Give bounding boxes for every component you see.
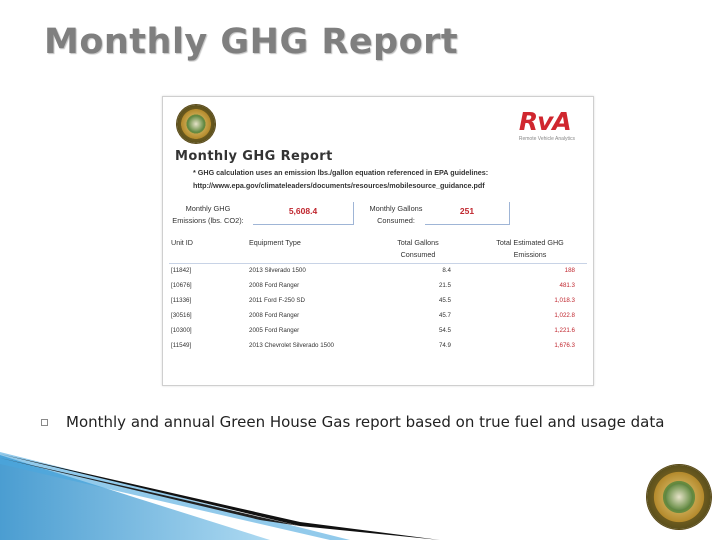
cell-unit-id: [10676] <box>171 282 192 289</box>
ghg-summary-label <box>163 203 253 227</box>
cell-unit-id: [11549] <box>171 342 192 349</box>
column-header-total-gallons <box>383 237 453 261</box>
table-row <box>163 325 593 340</box>
column-header-unit-id: Unit ID <box>171 238 193 247</box>
gallons-summary-label-line2: Consumed: <box>377 216 415 225</box>
cell-equipment-type: 2013 Chevrolet Silverado 1500 <box>249 342 334 349</box>
ghg-summary-label-line1: Monthly GHG <box>185 204 231 213</box>
cell-gallons: 8.4 <box>442 267 451 274</box>
report-link[interactable]: http://www.epa.gov/climateleaders/documents/resources/mobilesource_guidance.pdf <box>193 181 485 190</box>
report-note: * GHG calculation uses an emission lbs./gallon equation referenced in EPA guidelines: <box>193 168 489 177</box>
cell-gallons: 45.7 <box>438 312 451 319</box>
gallons-summary-label-line1: Monthly Gallons <box>369 204 423 213</box>
table-row <box>163 310 593 325</box>
column-header-total-ghg <box>485 237 575 261</box>
cell-equipment-type: 2008 Ford Ranger <box>249 282 300 289</box>
cell-gallons: 54.5 <box>438 327 451 334</box>
column-header-total-gallons-line1: Total Gallons <box>397 238 439 247</box>
ghg-summary-value: 5,608.4 <box>253 202 354 225</box>
cell-unit-id: [11336] <box>171 297 192 304</box>
slide-description: Monthly and annual Green House Gas report based on true fuel and usage data <box>66 413 665 431</box>
cell-emissions: 1,221.6 <box>554 327 575 334</box>
rva-logo-subtitle: Remote Vehicle Analytics <box>518 136 575 142</box>
column-header-equipment-type: Equipment Type <box>249 238 301 247</box>
column-header-total-ghg-line1: Total Estimated GHG <box>496 238 564 247</box>
cell-emissions: 481.3 <box>559 282 575 289</box>
column-header-total-ghg-line2: Emissions <box>513 250 547 259</box>
table-row <box>163 280 593 295</box>
cell-gallons: 21.5 <box>438 282 451 289</box>
cell-unit-id: [11842] <box>171 267 192 274</box>
rva-logo <box>519 109 575 142</box>
column-header-total-gallons-line2: Consumed <box>400 250 436 259</box>
cell-unit-id: [10300] <box>171 327 192 334</box>
cell-equipment-type: 2013 Silverado 1500 <box>249 267 306 274</box>
decorative-swoosh <box>0 440 720 540</box>
cell-unit-id: [30516] <box>171 312 192 319</box>
report-screenshot <box>162 96 594 386</box>
table-row <box>163 340 593 355</box>
gallons-summary-value: 251 <box>425 202 510 225</box>
report-title: Monthly GHG Report <box>175 149 333 164</box>
ghg-summary-label-line2: Emissions (lbs. CO2): <box>172 216 244 225</box>
cell-gallons: 45.5 <box>438 297 451 304</box>
bullet-icon <box>41 419 48 426</box>
table-divider <box>169 263 587 264</box>
rva-logo-text: RvA <box>518 107 571 136</box>
cell-emissions: 1,676.3 <box>554 342 575 349</box>
table-row <box>163 265 593 280</box>
city-seal-icon <box>177 105 215 143</box>
cell-equipment-type: 2008 Ford Ranger <box>249 312 300 319</box>
cell-emissions: 1,018.3 <box>554 297 575 304</box>
slide-title: Monthly GHG Report <box>44 22 459 62</box>
cell-gallons: 74.9 <box>438 342 451 349</box>
cell-emissions: 1,022.8 <box>554 312 575 319</box>
cell-equipment-type: 2005 Ford Ranger <box>249 327 300 334</box>
table-row <box>163 295 593 310</box>
cell-equipment-type: 2011 Ford F-250 SD <box>249 297 305 304</box>
city-seal-icon <box>647 465 711 529</box>
cell-emissions: 188 <box>564 267 575 274</box>
